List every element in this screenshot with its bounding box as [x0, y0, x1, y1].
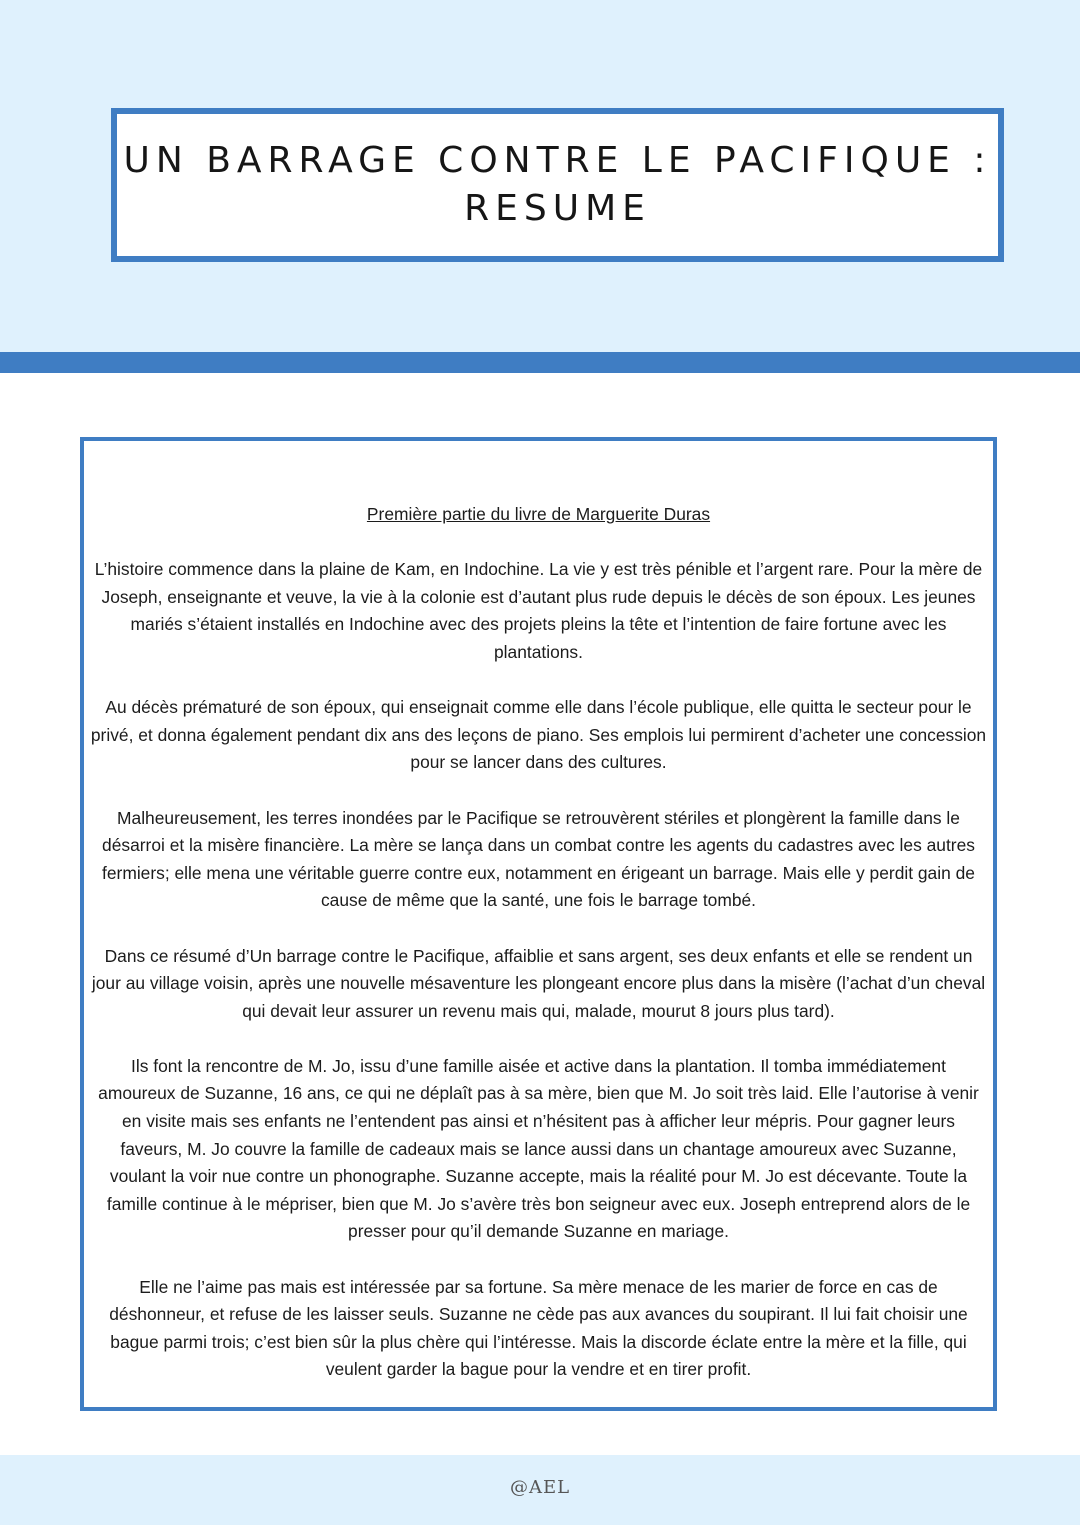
- summary-paragraph-5: Ils font la rencontre de M. Jo, issu d’une famille aisée et active dans la plantation. Il tomba immédiatement amoureux de Suzanne, 16 ans, ce qui ne déplaît pas à sa mère, bien que M. Jo soit très laid. Elle l’autorise à venir en visite mais ses enfants ne l’entendent pas ainsi et n’hésitent pas à afficher leur mépris. Pour gagner leurs faveurs, M. Jo couvre la famille de cadeaux mais se lance aussi dans un chantage amoureux avec Suzanne, voulant la voir nue contre un phonographe. Suzanne accepte, mais la réalité pour M. Jo est décevante. Toute la famille continue à le mépriser, bien que M. Jo s’avère très bon seigneur avec eux. Joseph entreprend alors de le presser pour qu’il demande Suzanne en mariage.: [98, 1055, 979, 1242]
- summary-box: [80, 437, 997, 1411]
- header-divider: [0, 352, 1080, 373]
- page-title-line-1: UN BARRAGE CONTRE LE PACIFIQUE :: [123, 140, 992, 181]
- section-title: Première partie du livre de Marguerite Duras: [366, 504, 711, 524]
- summary-paragraph-1: L’histoire commence dans la plaine de Kam, en Indochine. La vie y est très pénible et l’argent rare. Pour la mère de Joseph, enseignante et veuve, la vie à la colonie est d’autant plus rude depuis le décès de son époux. Les jeunes mariés s’étaient installés en Indochine avec des projets pleins la tête et l’intention de faire fortune avec les plantations.: [94, 559, 983, 662]
- summary-paragraph-3: Malheureusement, les terres inondées par le Pacifique se retrouvèrent stériles et plongèrent la famille dans le désarroi et la misère financière. La mère se lança dans un combat contre les agents du cadastres avec les autres fermiers; elle mena une véritable guerre contre eux, notamment en érigeant un barrage. Mais elle y perdit gain de cause de même que la santé, une fois le barrage tombé.: [102, 807, 975, 911]
- summary-paragraph-6: Elle ne l’aime pas mais est intéressée par sa fortune. Sa mère menace de les marier de force en cas de déshonneur, et refuse de les laisser seuls. Suzanne ne cède pas aux avances du soupirant. Il lui fait choisir une bague parmi trois; c’est bien sûr la plus chère qui l’intéresse. Mais la discorde éclate entre la mère et la fille, qui veulent garder la bague pour la vendre et en tirer profit.: [109, 1276, 968, 1380]
- page-title-line-2: RESUME: [464, 188, 651, 229]
- footer-credit: @AEL: [509, 1477, 571, 1498]
- summary-paragraph-4: Dans ce résumé d’Un barrage contre le Pacifique, affaiblie et sans argent, ses deux enfants et elle se rendent un jour au village voisin, après une nouvelle mésaventure les plongeant encore plus dans la misère (l’achat d’un cheval qui devait leur assurer un revenu mais qui, malade, mourut 8 jours plus tard).: [91, 945, 986, 1021]
- summary-content: [90, 501, 987, 1384]
- footer-band: [0, 1455, 1080, 1525]
- summary-paragraph-2: Au décès prématuré de son époux, qui enseignait comme elle dans l’école publique, elle quitta le secteur pour le privé, et donna également pendant dix ans des leçons de piano. Ses emplois lui permirent d’acheter une concession pour se lancer dans des cultures.: [90, 697, 987, 773]
- title-box: [111, 108, 1004, 262]
